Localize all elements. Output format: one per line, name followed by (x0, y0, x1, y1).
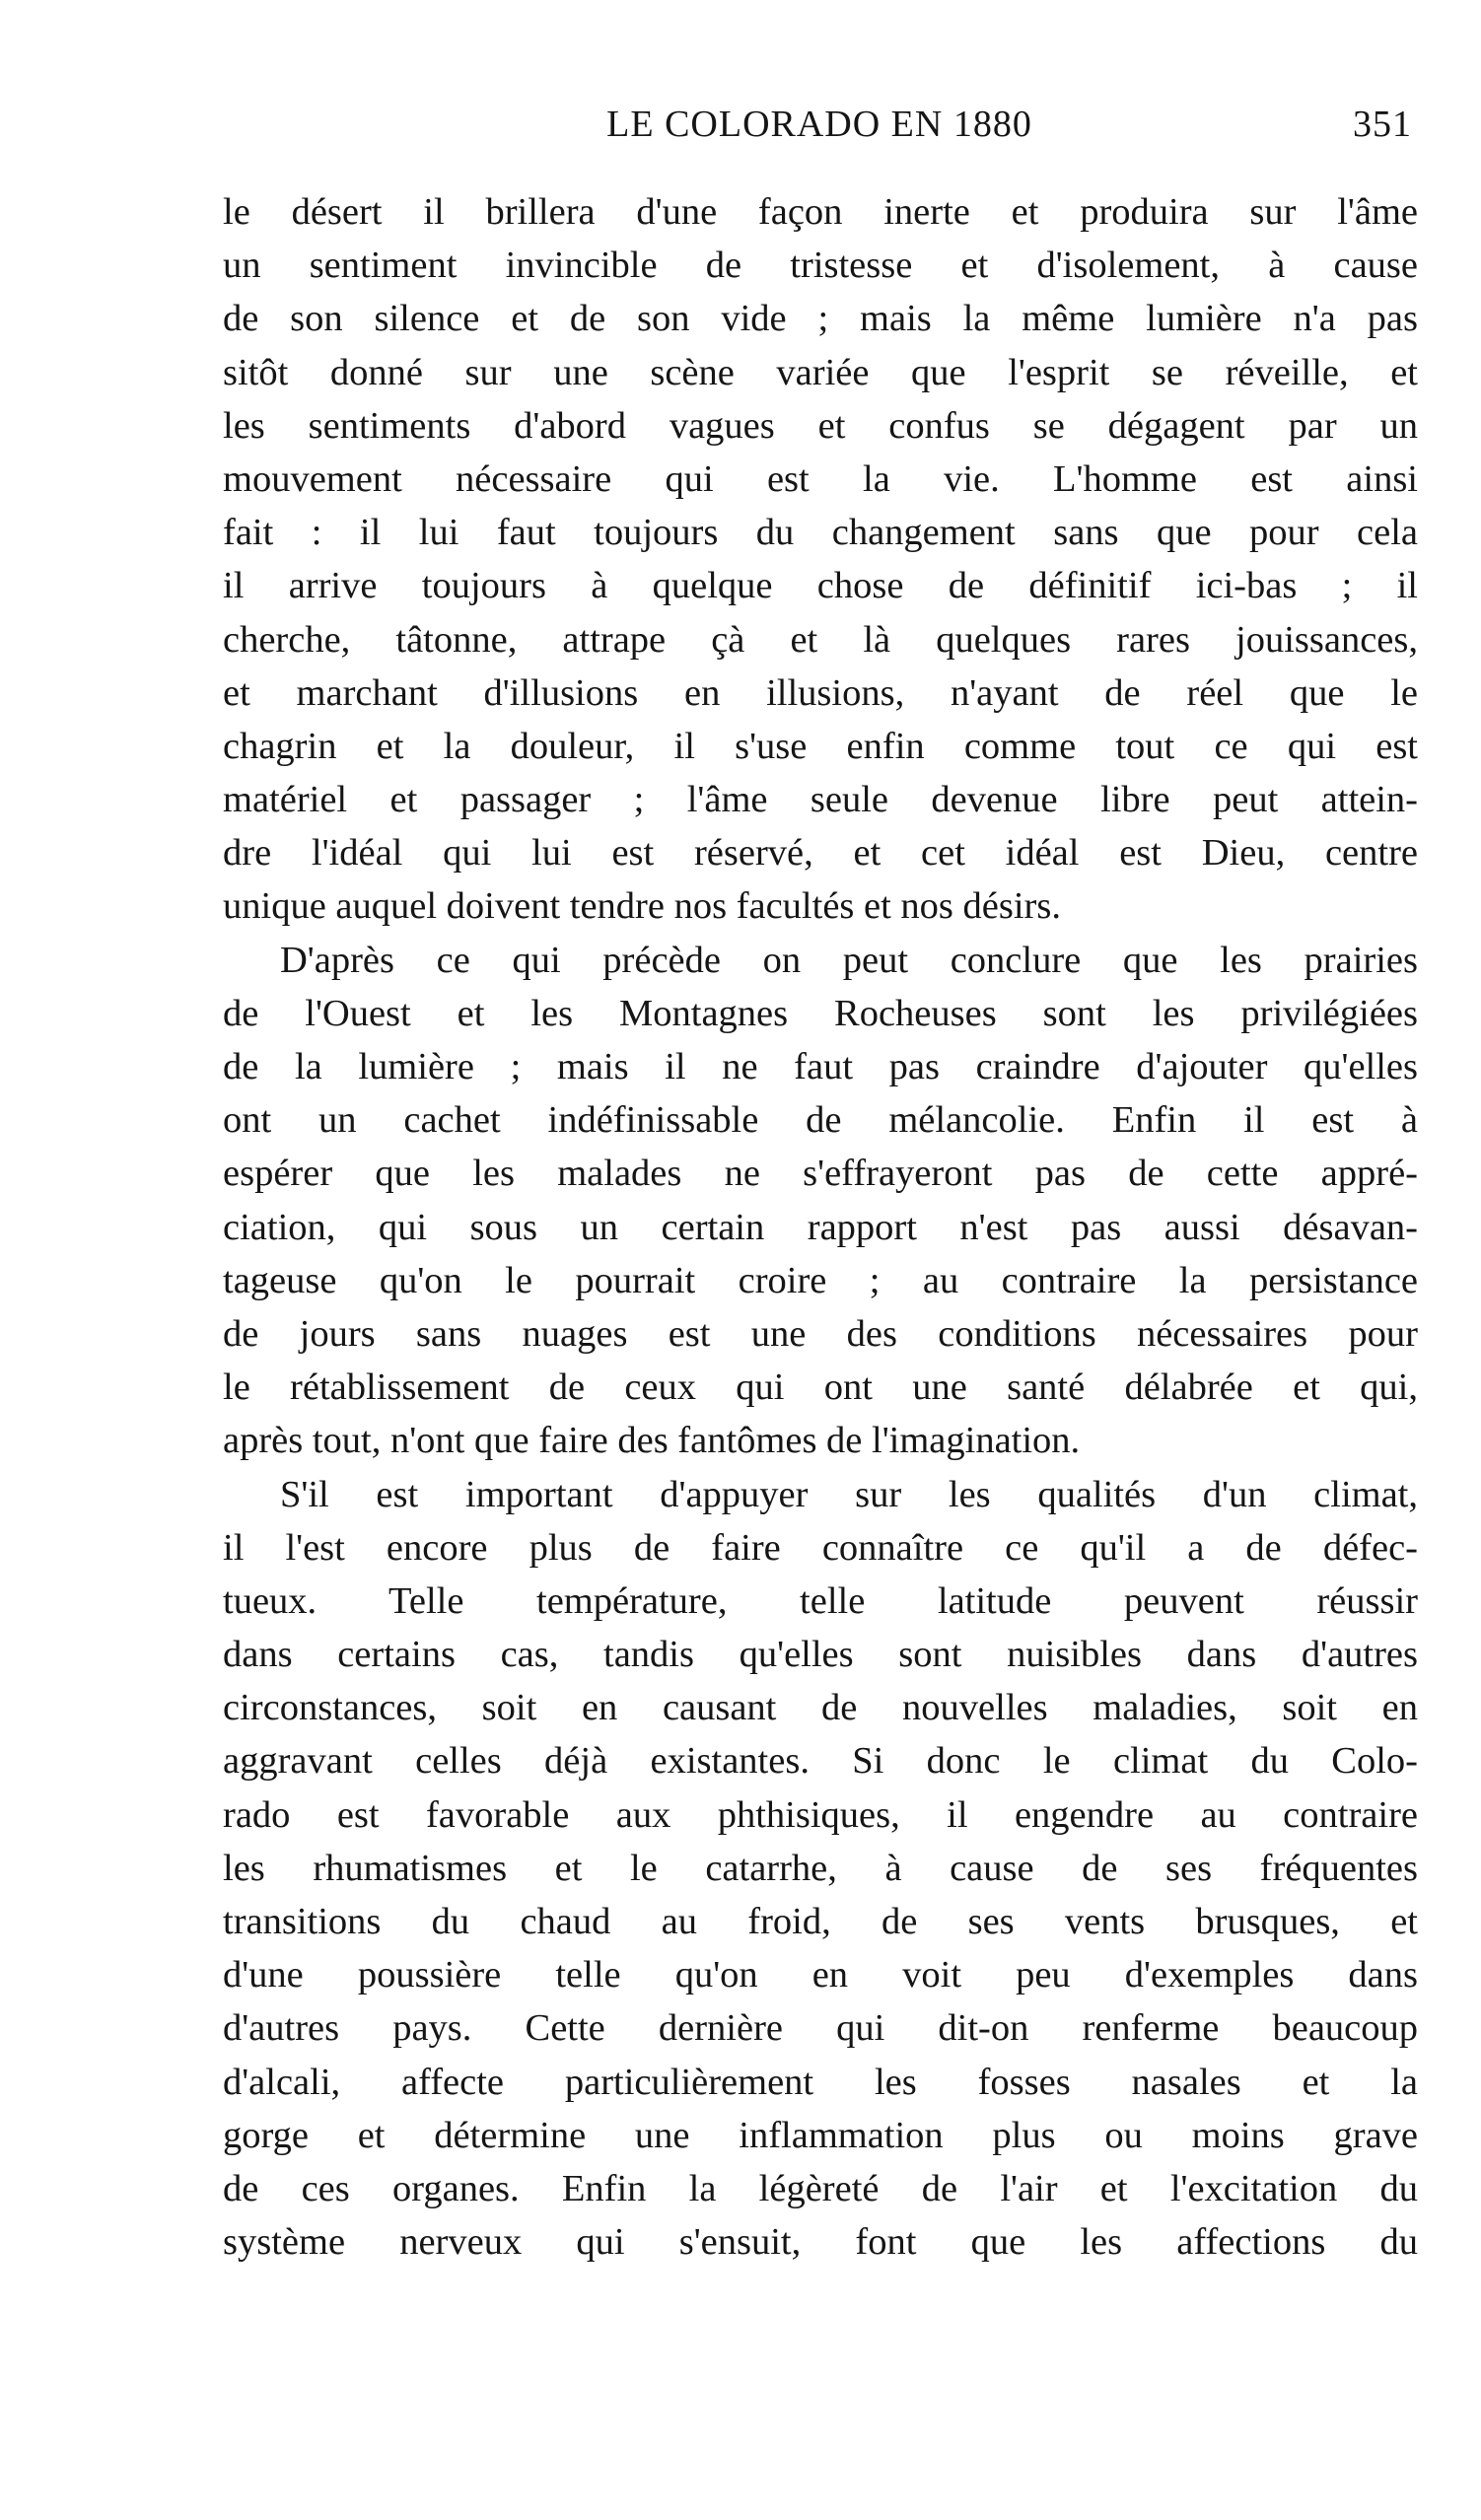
body-text (223, 185, 1418, 2269)
text-line: les rhumatismes et le catarrhe, à cause de ses fréquentes (223, 1847, 1418, 1889)
text-line: transitions du chaud au froid, de ses vents brusques, et (223, 1901, 1418, 1942)
text-line: fait : il lui faut toujours du changement sans que pour cela (223, 512, 1418, 554)
text-line: tageuse qu'on le pourrait croire ; au contraire la persistance (223, 1259, 1418, 1301)
page-number: 351 (1353, 104, 1412, 145)
text-line: un sentiment invincible de tristesse et d'isolement, à cause (223, 245, 1418, 287)
text-line: de son silence et de son vide ; mais la même lumière n'a pas (223, 298, 1418, 340)
text-line: espérer que les malades ne s'effrayeront pas de cette appré- (223, 1153, 1418, 1195)
text-line: tueux. Telle température, telle latitude peuvent réussir (223, 1579, 1418, 1622)
text-line: ciation, qui sous un certain rapport n'est pas aussi désavan- (223, 1206, 1418, 1248)
text-line: de jours sans nuages est une des conditions nécessaires pour (223, 1312, 1418, 1355)
text-line: de l'Ouest et les Montagnes Rocheuses sont les privilégiées (223, 992, 1418, 1034)
text-line: circonstances, soit en causant de nouvelles maladies, soit en (223, 1687, 1418, 1729)
text-line: le désert il brillera d'une façon inerte et produira sur l'âme (223, 191, 1418, 233)
text-line: sitôt donné sur une scène variée que l'esprit se réveille, et (223, 351, 1418, 393)
text-line: après tout, n'ont que faire des fantômes de l'imagination. (223, 1420, 1081, 1462)
text-line: il arrive toujours à quelque chose de définitif ici-bas ; il (223, 565, 1418, 607)
text-line: d'une poussière telle qu'on en voit peu d'exemples dans (223, 1954, 1418, 1996)
text-line: S'il est important d'appuyer sur les qualités d'un climat, (280, 1473, 1418, 1515)
text-line: de la lumière ; mais il ne faut pas craindre d'ajouter qu'elles (223, 1046, 1418, 1087)
text-line: d'alcali, affecte particulièrement les fosses nasales et la (223, 2061, 1418, 2103)
running-title: LE COLORADO EN 1880 (606, 104, 1032, 145)
text-line: aggravant celles déjà existantes. Si donc le climat du Colo- (223, 1740, 1418, 1783)
text-line: de ces organes. Enfin la légèreté de l'air et l'excitation du (223, 2167, 1418, 2209)
text-line: unique auquel doivent tendre nos facultés et nos désirs. (223, 885, 1061, 928)
running-header (227, 103, 1412, 158)
text-line: les sentiments d'abord vagues et confus se dégagent par un (223, 404, 1418, 447)
paragraph (223, 185, 1418, 934)
text-line: cherche, tâtonne, attrape çà et là quelques rares jouissances, (223, 618, 1418, 661)
text-line: rado est favorable aux phthisiques, il engendre au contraire (223, 1793, 1418, 1836)
paragraph (223, 934, 1418, 1468)
paragraph (223, 1468, 1418, 2270)
text-line: ont un cachet indéfinissable de mélancolie. Enfin il est à (223, 1099, 1418, 1142)
text-line: chagrin et la douleur, il s'use enfin comme tout ce qui est (223, 725, 1418, 767)
text-line: et marchant d'illusions en illusions, n'ayant de réel que le (223, 671, 1418, 714)
text-line: dre l'idéal qui lui est réservé, et cet idéal est Dieu, centre (223, 832, 1418, 875)
text-line: il l'est encore plus de faire connaître ce qu'il a de défec- (223, 1526, 1418, 1569)
text-line: le rétablissement de ceux qui ont une santé délabrée et qui, (223, 1366, 1418, 1409)
text-line: D'après ce qui précède on peut conclure que les prairies (280, 939, 1418, 981)
text-line: matériel et passager ; l'âme seule devenue libre peut attein- (223, 779, 1418, 821)
text-line: d'autres pays. Cette dernière qui dit-on renferme beaucoup (223, 2007, 1418, 2050)
text-line: système nerveux qui s'ensuit, font que les affections du (223, 2221, 1418, 2264)
text-line: gorge et détermine une inflammation plus ou moins grave (223, 2114, 1418, 2156)
text-line: mouvement nécessaire qui est la vie. L'homme est ainsi (223, 457, 1418, 500)
text-line: dans certains cas, tandis qu'elles sont nuisibles dans d'autres (223, 1634, 1418, 1676)
